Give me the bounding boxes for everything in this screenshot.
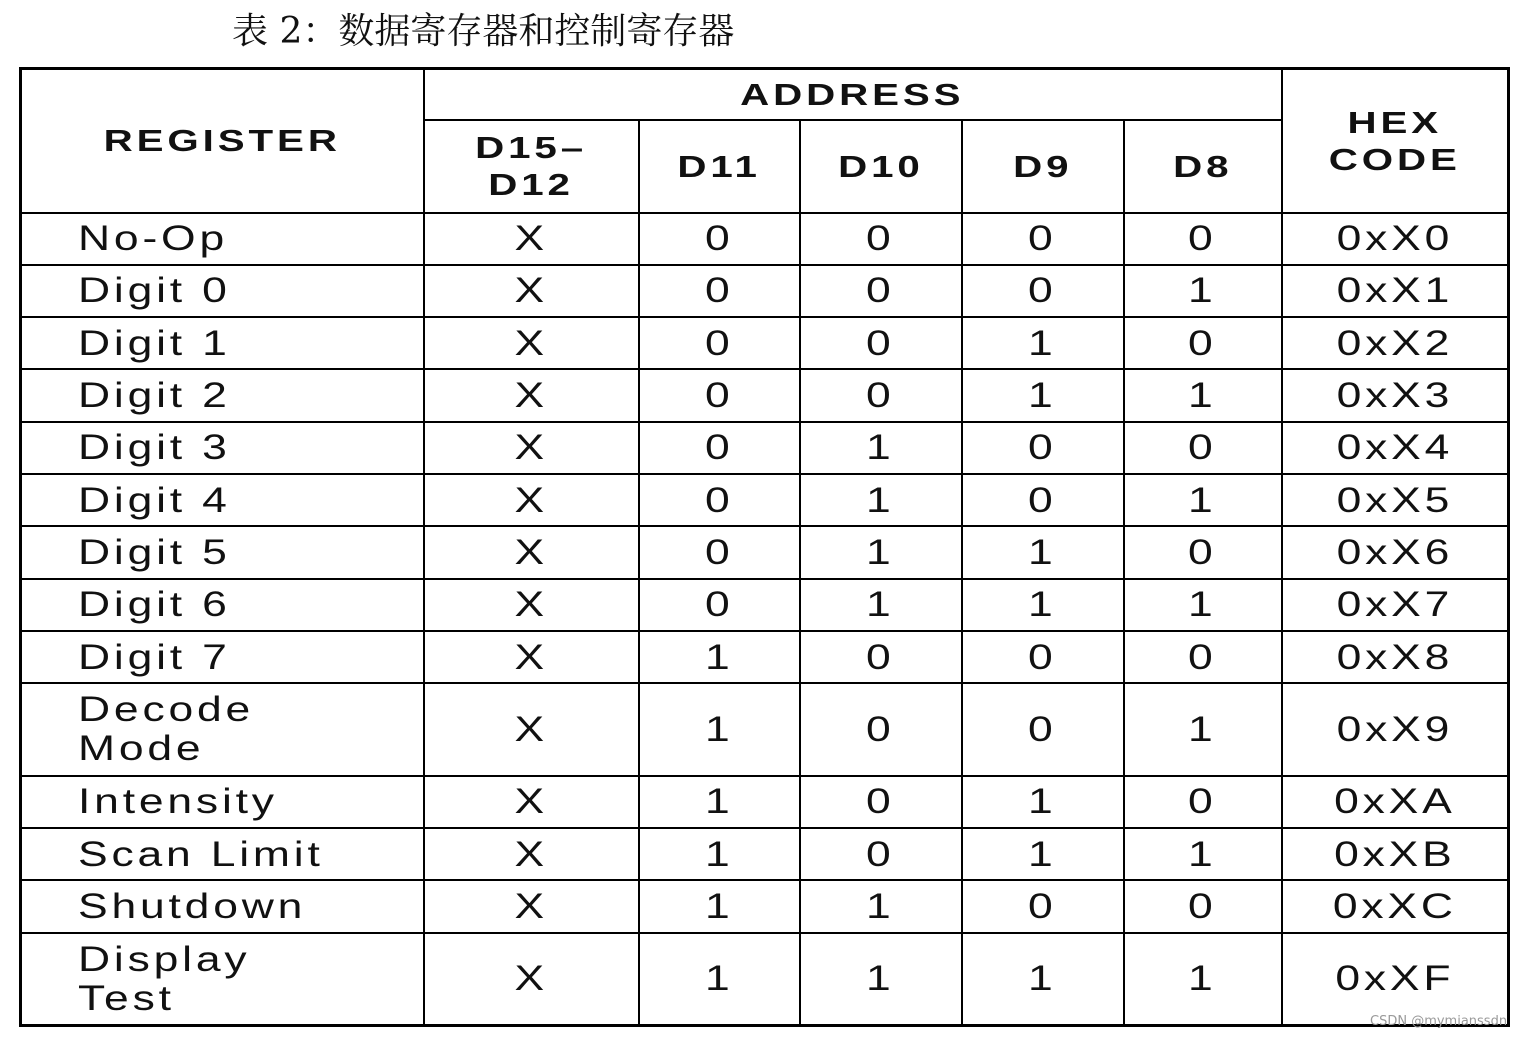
address-bit-cell (1124, 579, 1282, 631)
table-row (21, 369, 1509, 421)
address-bit-cell (1124, 683, 1282, 776)
address-bit-cell-text: 0 (1188, 637, 1217, 677)
address-bit-cell-text: 1 (1028, 959, 1057, 999)
address-header-label: ADDRESS (740, 76, 965, 112)
address-bit-cell (639, 683, 800, 776)
register-name-cell-text: Digit 2 (78, 376, 231, 416)
address-bit-cell (962, 369, 1124, 421)
register-name-cell-text: Scan Limit (78, 834, 324, 874)
address-bit-cell-text: 0 (1028, 271, 1057, 311)
address-bit-cell-text: 0 (1188, 886, 1217, 926)
register-name-cell (21, 213, 424, 265)
hex-code-cell (1282, 422, 1509, 474)
address-bit-cell (962, 933, 1124, 1026)
address-bit-cell-text: 1 (1188, 480, 1217, 520)
address-bit-cell (800, 933, 962, 1026)
bit-header-d11 (639, 120, 800, 213)
address-bit-cell (1124, 317, 1282, 369)
address-bit-cell (424, 213, 639, 265)
register-name-cell-text: Decode Mode (78, 690, 255, 769)
address-bit-cell-text: 0 (1028, 480, 1057, 520)
address-bit-cell (800, 828, 962, 880)
address-bit-cell (639, 579, 800, 631)
hex-code-cell-text: 0xX8 (1336, 637, 1454, 677)
address-bit-cell-text: X (514, 219, 548, 259)
address-bit-cell-text: 1 (866, 480, 895, 520)
table-row (21, 933, 1509, 1026)
address-bit-cell-text: X (514, 959, 548, 999)
register-name-cell (21, 526, 424, 578)
address-bit-cell-text: 1 (866, 959, 895, 999)
address-bit-cell (424, 828, 639, 880)
bit-header-label: D11 (677, 148, 761, 184)
bit-header-label: D8 (1172, 148, 1233, 184)
address-bit-cell (1124, 880, 1282, 932)
address-bit-cell (424, 776, 639, 828)
address-bit-cell (800, 213, 962, 265)
table-row (21, 776, 1509, 828)
address-bit-cell-text: 0 (704, 271, 734, 311)
address-bit-cell-text: 0 (704, 219, 734, 259)
table-row (21, 631, 1509, 683)
register-name-cell-text: Digit 7 (78, 637, 231, 677)
address-bit-cell (800, 369, 962, 421)
address-bit-cell (1124, 631, 1282, 683)
address-bit-cell (800, 422, 962, 474)
table-header (21, 69, 1509, 213)
register-name-cell (21, 828, 424, 880)
register-name-cell-text: Digit 3 (78, 428, 231, 468)
hex-code-cell (1282, 683, 1509, 776)
address-bit-cell-text: 0 (704, 532, 734, 572)
address-bit-cell-text: 1 (704, 782, 734, 822)
address-bit-cell-text: X (514, 376, 548, 416)
address-bit-cell (424, 422, 639, 474)
hex-code-cell-text: 0xX0 (1336, 219, 1454, 259)
table-row (21, 683, 1509, 776)
hex-code-cell-text: 0xXB (1334, 834, 1456, 874)
address-bit-cell-text: 0 (1028, 886, 1057, 926)
table-row (21, 213, 1509, 265)
register-name-cell (21, 933, 424, 1026)
address-bit-cell-text: 0 (1188, 428, 1217, 468)
bit-header-d9 (962, 120, 1124, 213)
address-bit-cell (1124, 933, 1282, 1026)
address-bit-cell-text: X (514, 886, 548, 926)
bit-header-d10 (800, 120, 962, 213)
address-bit-cell (962, 474, 1124, 526)
address-bit-cell-text: 0 (1188, 323, 1217, 363)
address-bit-cell-text: 1 (704, 709, 734, 749)
address-bit-cell-text: 1 (1028, 834, 1057, 874)
address-bit-cell-text: 1 (866, 585, 895, 625)
address-bit-cell (639, 880, 800, 932)
hex-code-cell-text: 0xX4 (1336, 428, 1454, 468)
register-name-cell-text: Digit 5 (78, 532, 231, 572)
table-row (21, 317, 1509, 369)
address-bit-cell (1124, 776, 1282, 828)
address-bit-cell (639, 776, 800, 828)
address-bit-cell (424, 474, 639, 526)
address-bit-cell-text: 1 (866, 532, 895, 572)
hex-code-cell-text: 0xX3 (1336, 376, 1454, 416)
address-bit-cell (800, 776, 962, 828)
register-name-cell (21, 683, 424, 776)
hex-code-cell (1282, 828, 1509, 880)
header-row-top (21, 69, 1509, 120)
address-bit-cell-text: 1 (1188, 585, 1217, 625)
hex-code-cell (1282, 317, 1509, 369)
table-body (21, 213, 1509, 1026)
address-bit-cell-text: 0 (1028, 637, 1057, 677)
address-bit-cell (639, 828, 800, 880)
address-bit-cell-text: X (514, 428, 548, 468)
address-bit-cell-text: 1 (1188, 376, 1217, 416)
register-name-cell-text: Digit 0 (78, 271, 231, 311)
address-bit-cell-text: 1 (1188, 959, 1217, 999)
address-bit-cell-text: 0 (866, 219, 895, 259)
hex-code-cell-text: 0xXF (1335, 959, 1455, 999)
hex-code-cell (1282, 579, 1509, 631)
address-bit-cell (639, 474, 800, 526)
address-bit-cell-text: 1 (1188, 271, 1217, 311)
address-bit-cell-text: 0 (866, 323, 895, 363)
address-bit-cell-text: 1 (1028, 323, 1057, 363)
address-bit-cell-text: X (514, 834, 548, 874)
watermark: CSDN @mymianssdn (1370, 1014, 1508, 1029)
address-bit-cell-text: 0 (704, 480, 734, 520)
hex-code-cell-text: 0xX1 (1336, 271, 1454, 311)
hex-code-cell-text: 0xXC (1332, 886, 1457, 926)
register-name-cell (21, 776, 424, 828)
hex-code-cell (1282, 474, 1509, 526)
address-bit-cell-text: 0 (866, 709, 895, 749)
register-name-cell (21, 265, 424, 317)
hex-code-cell (1282, 213, 1509, 265)
register-name-cell-text: Digit 4 (78, 480, 231, 520)
address-bit-cell-text: 1 (1028, 532, 1057, 572)
address-bit-cell (639, 526, 800, 578)
address-bit-cell-text: 0 (1188, 782, 1217, 822)
address-bit-cell (639, 213, 800, 265)
address-bit-cell (1124, 526, 1282, 578)
table-row (21, 474, 1509, 526)
address-bit-cell-text: X (514, 532, 548, 572)
address-bit-cell (1124, 265, 1282, 317)
address-bit-cell (800, 526, 962, 578)
address-bit-cell (639, 631, 800, 683)
hex-code-cell (1282, 880, 1509, 932)
address-bit-cell-text: 1 (704, 834, 734, 874)
address-bit-cell-text: 0 (866, 834, 895, 874)
address-bit-cell (424, 369, 639, 421)
register-name-cell (21, 880, 424, 932)
address-bit-cell (424, 880, 639, 932)
hex-code-cell-text: 0xX6 (1336, 532, 1454, 572)
register-name-cell (21, 579, 424, 631)
address-bit-cell (639, 265, 800, 317)
hex-code-cell (1282, 631, 1509, 683)
address-bit-cell (1124, 474, 1282, 526)
address-bit-cell (962, 422, 1124, 474)
address-bit-cell (962, 526, 1124, 578)
register-table (19, 67, 1510, 1027)
register-name-cell-text: Digit 6 (78, 585, 231, 625)
address-bit-cell-text: 0 (704, 323, 734, 363)
address-bit-cell (424, 631, 639, 683)
table-row (21, 828, 1509, 880)
address-bit-cell-text: 1 (866, 886, 895, 926)
address-bit-cell (800, 683, 962, 776)
address-bit-cell (800, 579, 962, 631)
hex-code-cell-text: 0xX7 (1336, 585, 1454, 625)
address-bit-cell-text: 1 (1028, 376, 1057, 416)
register-name-cell-text: No-Op (78, 219, 228, 259)
hex-code-header-label: HEX CODE (1328, 104, 1461, 177)
hex-code-cell (1282, 265, 1509, 317)
address-bit-cell (962, 828, 1124, 880)
register-name-cell-text: Shutdown (78, 886, 307, 926)
address-bit-cell-text: 1 (704, 886, 734, 926)
address-bit-cell-text: X (514, 480, 548, 520)
hex-code-cell (1282, 776, 1509, 828)
address-bit-cell-text: 1 (1028, 782, 1057, 822)
address-bit-cell (424, 933, 639, 1026)
address-bit-cell-text: X (514, 637, 548, 677)
address-bit-cell (639, 422, 800, 474)
address-bit-cell-text: 0 (1028, 428, 1057, 468)
address-bit-cell-text: 1 (1028, 585, 1057, 625)
address-bit-cell-text: 0 (1188, 532, 1217, 572)
register-header (21, 69, 424, 213)
register-name-cell (21, 422, 424, 474)
hex-code-cell (1282, 933, 1509, 1026)
address-bit-cell-text: 1 (1188, 709, 1217, 749)
address-bit-cell (639, 933, 800, 1026)
address-bit-cell (800, 317, 962, 369)
address-bit-cell-text: 0 (704, 376, 734, 416)
address-bit-cell-text: 0 (704, 428, 734, 468)
address-bit-cell (962, 880, 1124, 932)
address-bit-cell-text: 0 (1028, 219, 1057, 259)
address-bit-cell (962, 683, 1124, 776)
table-row (21, 265, 1509, 317)
register-name-cell-text: Intensity (78, 782, 278, 822)
bit-header-label: D10 (837, 148, 924, 184)
address-bit-cell (800, 631, 962, 683)
register-name-cell (21, 369, 424, 421)
address-bit-cell (639, 369, 800, 421)
hex-code-cell (1282, 369, 1509, 421)
bit-header-label: D15– D12 (475, 130, 587, 202)
register-name-cell-text: Display Test (78, 939, 251, 1018)
bit-header-label: D9 (1012, 148, 1073, 184)
address-bit-cell-text: 0 (1188, 219, 1217, 259)
address-bit-cell-text: 1 (1188, 834, 1217, 874)
address-bit-cell (424, 265, 639, 317)
address-bit-cell-text: 0 (1028, 709, 1057, 749)
hex-code-cell-text: 0xXA (1334, 782, 1456, 822)
hex-code-header (1282, 69, 1509, 213)
address-bit-cell-text: X (514, 782, 548, 822)
address-bit-cell (1124, 422, 1282, 474)
bit-header-d15-d12 (424, 120, 639, 213)
register-name-cell (21, 317, 424, 369)
address-bit-cell (424, 526, 639, 578)
address-bit-cell (1124, 213, 1282, 265)
address-bit-cell (424, 317, 639, 369)
address-bit-cell-text: X (514, 709, 548, 749)
address-bit-cell (962, 265, 1124, 317)
address-bit-cell-text: 0 (866, 782, 895, 822)
address-bit-cell (800, 474, 962, 526)
address-bit-cell (1124, 369, 1282, 421)
register-name-cell (21, 631, 424, 683)
table-row (21, 422, 1509, 474)
table-row (21, 579, 1509, 631)
address-bit-cell (962, 631, 1124, 683)
address-bit-cell-text: 0 (704, 585, 734, 625)
address-bit-cell-text: 1 (704, 637, 734, 677)
address-bit-cell-text: X (514, 585, 548, 625)
hex-code-cell (1282, 526, 1509, 578)
hex-code-cell-text: 0xX2 (1336, 323, 1454, 363)
hex-code-cell-text: 0xX5 (1336, 480, 1454, 520)
address-bit-cell (424, 683, 639, 776)
address-bit-cell (962, 579, 1124, 631)
address-bit-cell-text: 0 (866, 271, 895, 311)
address-bit-cell-text: 1 (704, 959, 734, 999)
hex-code-cell-text: 0xX9 (1336, 709, 1454, 749)
address-header (424, 69, 1282, 120)
address-bit-cell-text: 0 (866, 376, 895, 416)
address-bit-cell-text: X (514, 323, 548, 363)
bit-header-d8 (1124, 120, 1282, 213)
address-bit-cell (962, 317, 1124, 369)
table-row (21, 880, 1509, 932)
address-bit-cell (639, 317, 800, 369)
register-name-cell (21, 474, 424, 526)
address-bit-cell (962, 776, 1124, 828)
address-bit-cell-text: 1 (866, 428, 895, 468)
table-row (21, 526, 1509, 578)
address-bit-cell (800, 265, 962, 317)
address-bit-cell (424, 579, 639, 631)
table-caption: 表 2：数据寄存器和控制寄存器 (232, 11, 735, 52)
address-bit-cell-text: 0 (866, 637, 895, 677)
address-bit-cell (1124, 828, 1282, 880)
address-bit-cell-text: X (514, 271, 548, 311)
register-header-label: REGISTER (103, 123, 341, 159)
address-bit-cell (962, 213, 1124, 265)
address-bit-cell (800, 880, 962, 932)
register-name-cell-text: Digit 1 (78, 323, 231, 363)
